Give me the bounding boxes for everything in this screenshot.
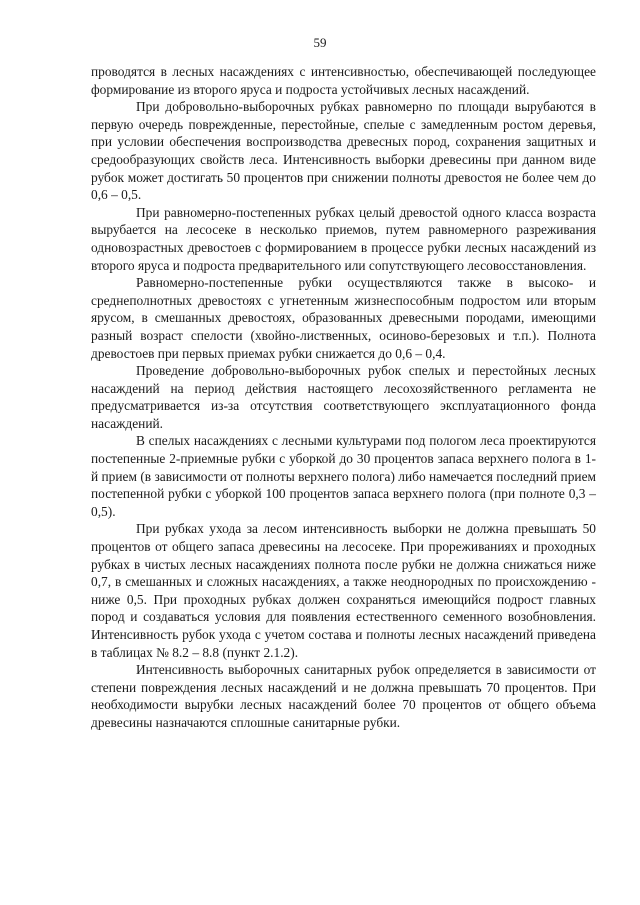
paragraph-sanitary-felling: Интенсивность выборочных санитарных рубок определяется в зависимости от степени повреждения лесных насаждений и не должна превышать 70 процентов. При необходимости вырубки лесных насаждений более 70 процентов от общего объема древесины назначаются сплошные санитарные рубки.	[91, 662, 596, 730]
paragraph-not-planned: Проведение добровольно-выборочных рубок спелых и перестойных лесных насаждений на период действия настоящего лесохозяйственного регламента не предусматривается из-за отсутствия соответствующего эксплуатационного фонда насаждений.	[91, 363, 596, 431]
paragraph-gradual-felling: При равномерно-постепенных рубках целый древостой одного класса возраста вырубается на лесосеке в несколько приемов, путем равномерного разреживания одновозрастных древостоев с формированием в процессе рубки лесных насаждений из второго яруса и подроста предварительного или сопутствующего лесовосстановления.	[91, 204, 596, 273]
paragraph-continuation: проводятся в лесных насаждениях с интенсивностью, обеспечивающей последующее формирование из второго яруса и подроста устойчивых лесных насаждений.	[91, 64, 596, 97]
paragraph-forest-cultures: В спелых насаждениях с лесными культурами под пологом леса проектируются постепенные 2-приемные рубки с уборкой до 30 процентов запаса верхнего полога в 1-й прием (в зависимости от полноты верхнего полога) либо намечается последний прием постепенной рубки с уборкой 100 процентов запаса верхнего полога (при полноте 0,3 – 0,5).	[91, 433, 596, 519]
paragraph-gradual-felling-conditions: Равномерно-постепенные рубки осуществляются также в высоко- и среднеполнотных древостоях с угнетенным жизнеспособным подростом или вторым ярусом, в смешанных древостоях, образованных древесными породами, имеющими разный возраст спелости (хвойно-лиственных, осиново-березовых и т.п.). Полнота древостоев при первых приемах рубки снижается до 0,6 – 0,4.	[91, 275, 596, 361]
paragraph-care-felling: При рубках ухода за лесом интенсивность выборки не должна превышать 50 процентов от общего запаса древесины на лесосеке. При прореживаниях и проходных рубках в чистых лесных насаждениях полнота после рубки не должна снижаться ниже 0,7, в смешанных и сложных насаждениях, а также неоднородных по происхождению - ниже 0,5. При проходных рубках должен сохраняться имеющийся подрост главных пород и создаваться условия для появления естественного семенного возобновления. Интенсивность рубок ухода с учетом состава и полноты лесных насаждений приведена в таблицах № 8.2 – 8.8 (пункт 2.1.2).	[91, 521, 596, 660]
body-text	[91, 63, 596, 732]
page-number: 59	[313, 35, 327, 50]
paragraph-selective-felling: При добровольно-выборочных рубках равномерно по площади вырубаются в первую очередь поврежденные, перестойные, спелые с замедленным ростом деревья, при условии обеспечения воспроизводства древесных пород, сохранения защитных и средообразующих свойств леса. Интенсивность выборки древесины при данном виде рубок может достигать 50 процентов при снижении полноты древостоя не более чем до 0,6 – 0,5.	[91, 99, 596, 203]
